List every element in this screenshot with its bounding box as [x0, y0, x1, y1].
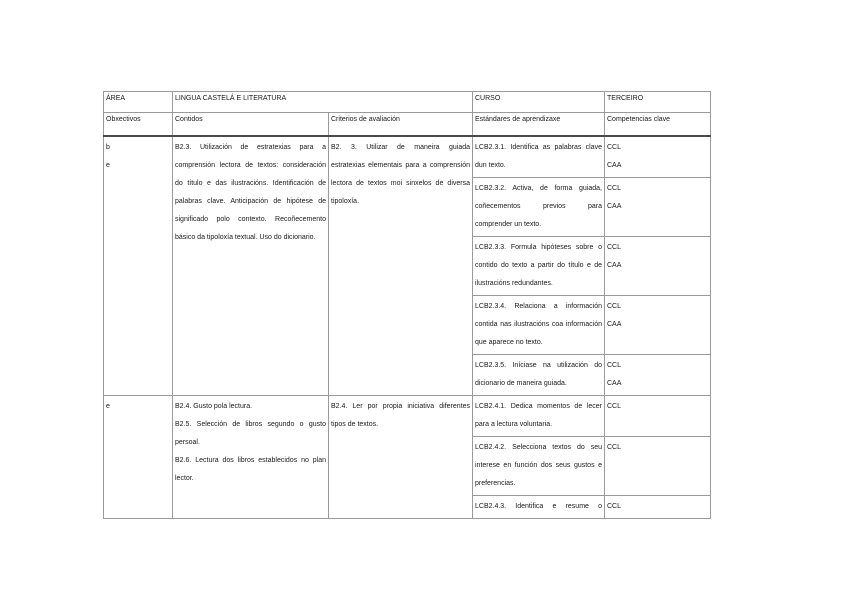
- competence-cell: [605, 437, 711, 496]
- competence-cell: [605, 237, 711, 296]
- content-line: comprensión lectora de textos: consideración: [175, 162, 326, 169]
- criteria-line: tipoloxía.: [331, 198, 360, 205]
- standard-line: contido do texto a partir do título e de: [475, 262, 602, 269]
- objective-item: e: [106, 403, 110, 410]
- content-line: persoal.: [175, 439, 200, 446]
- standard-line: coñecementos previos para: [475, 203, 602, 210]
- competence-item: CCL: [607, 362, 622, 369]
- competence-cell: [605, 396, 711, 437]
- objective-item: b: [106, 144, 110, 151]
- curso-label: CURSO: [473, 92, 605, 113]
- competence-item: CCL: [607, 303, 622, 310]
- standard-line: LCB2.4.2. Selecciona textos do seu: [475, 444, 602, 451]
- standard-line: comprender un texto.: [475, 221, 542, 228]
- area-label: ÁREA: [104, 92, 173, 113]
- standard-line: dicionario de maneira guiada.: [475, 380, 567, 387]
- col-contents: Contidos: [173, 113, 329, 137]
- curso-value: TERCEIRO: [605, 92, 711, 113]
- criteria-line: estratexias elementais para a comprensión: [331, 162, 470, 169]
- competence-item: CAA: [607, 380, 622, 387]
- column-header-row: [104, 113, 711, 137]
- competence-cell: [605, 296, 711, 355]
- objectives-cell: [104, 136, 173, 396]
- objectives-cell: [104, 396, 173, 519]
- standard-cell: [473, 237, 605, 296]
- competence-item: CCL: [607, 444, 622, 451]
- area-value: LINGUA CASTELÁ E LITERATURA: [173, 92, 473, 113]
- competence-cell: [605, 355, 711, 396]
- curriculum-table: [103, 91, 711, 519]
- competence-item: CCL: [607, 503, 622, 510]
- competence-item: CAA: [607, 321, 622, 328]
- criteria-line: lectora de textos moi sinxelos de diversa: [331, 180, 470, 187]
- standard-line: LCB2.3.3. Formula hipóteses sobre o: [475, 244, 602, 251]
- competence-item: CCL: [607, 185, 622, 192]
- standard-cell: [473, 296, 605, 355]
- content-line: básico da tipoloxía textual. Uso do dicionario.: [175, 234, 316, 241]
- standard-line: para a lectura voluntaria.: [475, 421, 553, 428]
- standard-line: interese en función dos seus gustos e: [475, 462, 602, 469]
- table-row: [104, 136, 711, 178]
- standard-line: LCB2.3.5. Iníciase na utilización do: [475, 362, 602, 369]
- col-objectives: Obxectivos: [104, 113, 173, 137]
- content-line: B2.3. Utilización de estratexias para a: [175, 144, 326, 151]
- content-line: significado polo contexto. Recoñecemento: [175, 216, 326, 223]
- criteria-line: B2.4. Ler por propia iniciativa diferentes: [331, 403, 470, 410]
- contents-cell: [173, 396, 329, 519]
- standard-line: LCB2.4.1. Dedica momentos de lecer: [475, 403, 602, 410]
- content-line: B2.6. Lectura dos libros establecidos no plan: [175, 457, 326, 464]
- col-criteria: Criterios de avaliación: [329, 113, 473, 137]
- standard-cell: [473, 355, 605, 396]
- col-standards: Estándares de aprendizaxe: [473, 113, 605, 137]
- standard-cell: [473, 178, 605, 237]
- contents-cell: [173, 136, 329, 396]
- standard-line: LCB2.3.4. Relaciona a información: [475, 303, 602, 310]
- content-line: do título e das ilustracións. Identificación de: [175, 180, 326, 187]
- competence-cell: [605, 178, 711, 237]
- standard-line: que aparece no texto.: [475, 339, 543, 346]
- competence-item: CAA: [607, 262, 622, 269]
- objective-item: e: [106, 162, 110, 169]
- standard-cell: [473, 396, 605, 437]
- competence-item: CCL: [607, 244, 622, 251]
- standard-line: contida nas ilustracións coa información: [475, 321, 602, 328]
- standard-cell: [473, 496, 605, 519]
- content-line: lector.: [175, 475, 194, 482]
- competence-cell: [605, 136, 711, 178]
- standard-cell: [473, 437, 605, 496]
- content-line: B2.4. Gusto pola lectura.: [175, 403, 253, 410]
- competence-item: CCL: [607, 403, 622, 410]
- criteria-line: B2. 3. Utilizar de maneira guiada: [331, 144, 470, 151]
- standard-line: ilustracións redundantes.: [475, 280, 553, 287]
- competence-cell: [605, 496, 711, 519]
- standard-line: dun texto.: [475, 162, 506, 169]
- standard-cell: [473, 136, 605, 178]
- standard-line: LCB2.3.1. Identifica as palabras clave: [475, 144, 602, 151]
- standard-line: preferencias.: [475, 480, 516, 487]
- col-competences: Competencias clave: [605, 113, 711, 137]
- standard-line: LCB2.4.3. Identifica e resume o: [475, 503, 602, 510]
- content-line: palabras clave. Anticipación de hipótese de: [175, 198, 326, 205]
- competence-item: CAA: [607, 162, 622, 169]
- criteria-cell: [329, 396, 473, 519]
- criteria-line: tipos de textos.: [331, 421, 379, 428]
- content-line: B2.5. Selección de libros segundo o gusto: [175, 421, 326, 428]
- header-row: [104, 92, 711, 113]
- standard-line: LCB2.3.2. Activa, de forma guiada,: [475, 185, 602, 192]
- competence-item: CAA: [607, 203, 622, 210]
- competence-item: CCL: [607, 144, 622, 151]
- table-row: [104, 396, 711, 437]
- criteria-cell: [329, 136, 473, 396]
